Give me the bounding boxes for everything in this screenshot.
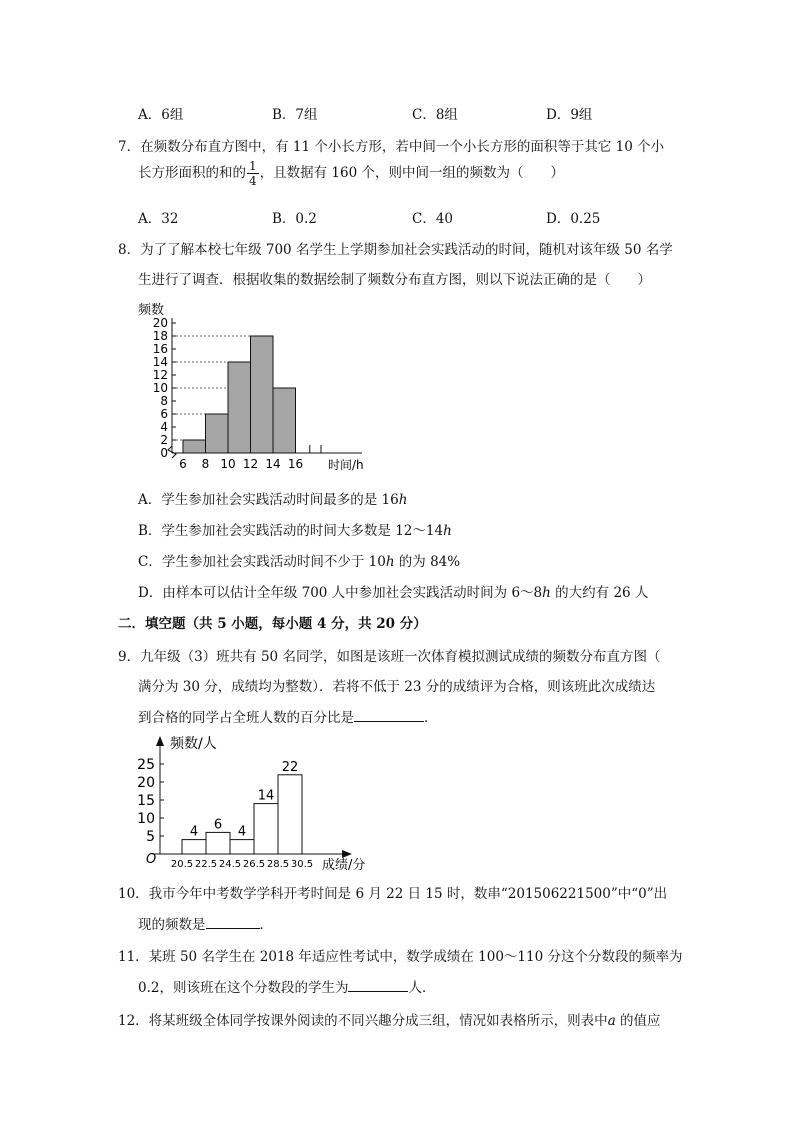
q11-stem-line2: 0.2，则该班在这个分数段的学生为 人． — [138, 980, 436, 996]
q6-option-b: B．7组 — [272, 107, 318, 123]
q9-xtick-label: 22.5 — [194, 859, 218, 870]
q12-stem-line1: 12．将某班级全体同学按课外阅读的不同兴趣分成三组，情况如表格所示，则表中a 的值应 — [118, 1013, 661, 1029]
q7-option-a: A．32 — [138, 211, 179, 227]
q9-ytick-label: 25 — [137, 757, 155, 773]
q9-xtick-label: 30.5 — [290, 859, 314, 870]
q9-ytick-label: 5 — [146, 829, 155, 845]
q10-stem-line2: 现的频数是 ． — [138, 917, 273, 933]
q9-ytick-label: 15 — [137, 793, 155, 809]
q8-xtick-label: 16 — [287, 457, 304, 471]
q8-bar-14-16 — [273, 388, 296, 453]
q8-ytick-label: 18 — [152, 329, 168, 343]
q7-stem-line2 — [138, 160, 564, 187]
q9-data-label: 14 — [257, 788, 275, 804]
q8-xtick-label: 8 — [201, 457, 210, 471]
q11-stem-line1: 11．某班 50 名学生在 2018 年适应性考试中，数学成绩在 100～110 分这个分数段的频率为 — [118, 949, 683, 965]
q6-option-a: A．6组 — [138, 107, 184, 123]
q8-ytick-label: 20 — [152, 316, 168, 330]
q9-xtick-label: 24.5 — [218, 859, 242, 870]
q8-bar-10-12 — [228, 362, 251, 453]
q8-ytick-label: 12 — [152, 368, 168, 382]
q9-xtick-label: 26.5 — [242, 859, 266, 870]
q7-stem-post: ，且数据有 160 个，则中间一组的频数为（ ） — [259, 165, 564, 181]
q8-xtick-label: 14 — [265, 457, 281, 471]
q9-stem-line3: 到合格的同学占全班人数的百分比是 ． — [138, 710, 438, 726]
q7-stem-pre: 长方形面积的和的 — [138, 165, 246, 181]
fraction — [247, 160, 259, 187]
answer-blank[interactable] — [348, 979, 408, 992]
q8-histogram — [130, 296, 380, 476]
q9-stem-line2: 满分为 30 分，成绩均为整数）．若将不低于 23 分的成绩评为合格，则该班此次成绩达 — [138, 679, 656, 695]
q8-bar-12-14 — [251, 336, 274, 453]
q8-ytick-label: 8 — [160, 394, 168, 408]
q9-xtick-label: 20.5 — [170, 859, 194, 870]
q9-chart-origin: O — [146, 852, 157, 867]
q9-ytick-label: 20 — [137, 775, 155, 791]
q8-ytick-label: 6 — [160, 407, 168, 421]
q7-option-d: D．0.25 — [546, 211, 601, 227]
fraction-numerator: 1 — [249, 159, 257, 173]
q7-option-b: B．0.2 — [272, 211, 317, 227]
q8-option-c: C．学生参加社会实践活动时间不少于 10h 的为 84% — [138, 554, 461, 570]
q8-xtick-label: 10 — [220, 457, 236, 471]
q8-ytick-label: 2 — [160, 433, 168, 447]
q8-stem-line1: 8．为了了解本校七年级 700 名学生上学期参加社会实践活动的时间，随机对该年级 50 名学 — [118, 242, 673, 258]
q8-ytick-label: 0 — [160, 446, 168, 460]
q9-bar-20.5-22.5 — [182, 840, 206, 854]
q7-option-c: C．40 — [412, 211, 454, 227]
q8-option-d: D．由样本可以估计全年级 700 人中参加社会实践活动时间为 6～8h 的大约有 26 人 — [138, 585, 649, 601]
q8-bar-8-10 — [206, 414, 229, 453]
q8-ytick-label: 10 — [152, 381, 168, 395]
q8-bar-6-8 — [183, 440, 206, 453]
q9-bar-28.5-30.5 — [278, 775, 302, 854]
q9-xtick-label: 28.5 — [266, 859, 290, 870]
q6-option-d: D．9组 — [546, 107, 593, 123]
q9-bar-24.5-26.5 — [230, 840, 254, 854]
q9-data-label: 6 — [213, 817, 223, 833]
q9-bar-26.5-28.5 — [254, 804, 278, 854]
q8-stem-line2: 生进行了调查．根据收集的数据绘制了频数分布直方图，则以下说法正确的是（ ） — [138, 272, 651, 288]
fraction-denominator: 4 — [249, 174, 257, 188]
q8-ytick-label: 4 — [160, 420, 168, 434]
q10-stem-line1: 10．我市今年中考数学学科开考时间是 6 月 22 日 15 时，数串“201506221500”中“0”出 — [118, 886, 668, 902]
answer-blank[interactable] — [354, 709, 424, 722]
q8-xtick-label: 6 — [179, 457, 187, 471]
q8-option-b: B．学生参加社会实践活动的时间大多数是 12～14h — [138, 523, 452, 539]
q8-chart-ylabel: 频数 — [138, 303, 165, 318]
q6-option-c: C．8组 — [412, 107, 458, 123]
answer-blank[interactable] — [206, 916, 260, 929]
q9-bar-22.5-24.5 — [206, 832, 230, 854]
q9-data-label: 4 — [237, 824, 247, 840]
q7-stem-line1: 7．在频数分布直方图中，有 11 个小长方形，若中间一个小长方形的面积等于其它 10 个小 — [118, 139, 665, 155]
q9-stem-line1: 9．九年级（3）班共有 50 名同学，如图是该班一次体育模拟测试成绩的频数分布直方图（ — [118, 649, 661, 665]
q9-data-label: 22 — [281, 759, 299, 775]
q9-chart-xlabel: 成绩/分 — [322, 858, 366, 872]
q8-option-a: A．学生参加社会实践活动时间最多的是 16h — [138, 492, 408, 508]
section-2-title: 二．填空题（共 5 小题，每小题 4 分，共 20 分） — [118, 616, 427, 632]
q9-data-label: 4 — [189, 824, 199, 840]
q8-xtick-label: 12 — [242, 457, 259, 471]
q9-ytick-label: 10 — [137, 811, 155, 827]
q8-chart-xlabel: 时间/h — [328, 458, 364, 472]
q9-histogram — [130, 730, 390, 872]
q9-chart-ylabel: 频数/人 — [170, 736, 217, 752]
q8-ytick-label: 14 — [152, 355, 168, 369]
q8-ytick-label: 16 — [152, 342, 168, 356]
